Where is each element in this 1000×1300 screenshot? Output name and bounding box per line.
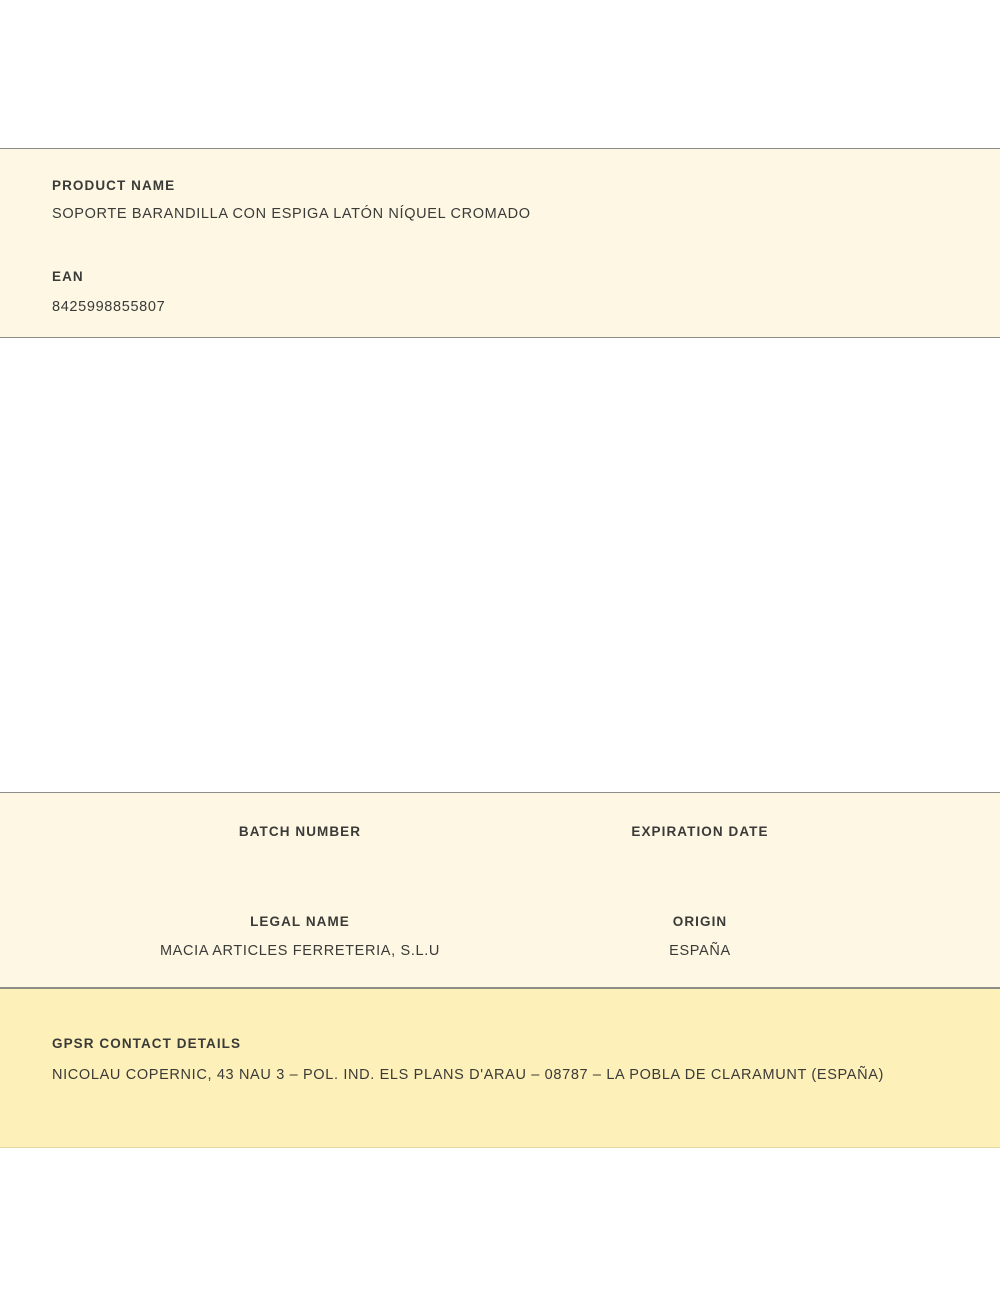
expiration-date-label: EXPIRATION DATE bbox=[631, 824, 769, 839]
batch-legal-block bbox=[0, 792, 1000, 988]
gpsr-contact-block bbox=[0, 988, 1000, 1148]
product-identification-block bbox=[0, 148, 1000, 338]
product-image-area bbox=[0, 338, 1000, 792]
ean-value: 8425998855807 bbox=[52, 299, 166, 315]
gpsr-contact-value: NICOLAU COPERNIC, 43 NAU 3 – POL. IND. ELS PLANS D'ARAU – 08787 – LA POBLA DE CLARAMUNT (ESPAÑA) bbox=[52, 1067, 885, 1083]
legal-name-label: LEGAL NAME bbox=[250, 914, 350, 929]
ean-label: EAN bbox=[52, 269, 84, 284]
origin-label: ORIGIN bbox=[672, 914, 728, 929]
batch-number-label: BATCH NUMBER bbox=[238, 824, 362, 839]
legal-name-value: MACIA ARTICLES FERRETERIA, S.L.U bbox=[159, 943, 441, 959]
gpsr-contact-label: GPSR CONTACT DETAILS bbox=[52, 1036, 242, 1051]
product-name-label: PRODUCT NAME bbox=[52, 178, 176, 193]
product-name-value: SOPORTE BARANDILLA CON ESPIGA LATÓN NÍQUEL CROMADO bbox=[52, 206, 531, 222]
origin-value: ESPAÑA bbox=[669, 943, 731, 959]
